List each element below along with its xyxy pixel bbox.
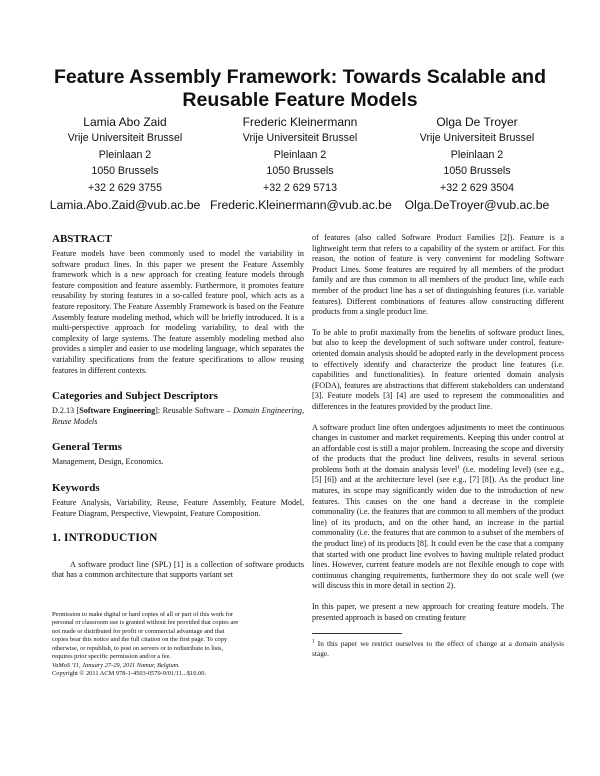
permission-line: Permission to make digital or hard copies of all or part of this work for (52, 610, 234, 618)
keywords-heading: Keywords (52, 481, 100, 494)
conference-line: VaMoS '11, January 27-29, 2011 Namur, Belgium. (52, 661, 180, 669)
author-street: Pleinlaan 2 (450, 148, 504, 161)
paragraph-part: A software product line often undergoes adjustments to meet the continuous changes in customer and market requirements. Keeping this under control at an affordable cost is still a major problem. Increasing the scope and diversity of the products that the product line delivers, results in several serious problems both at the domain analysis level (312, 422, 564, 474)
author-phone: +32 2 629 3755 (88, 181, 162, 194)
author-email[interactable]: Lamia.Abo.Zaid@vub.ac.be (49, 198, 201, 212)
permission-line: copies bear this notice and the full citation on the first page. To copy (52, 636, 228, 644)
permission-line: not made or distributed for profit or commercial advantage and that (52, 627, 225, 635)
categories-bold: Software Engineering (79, 406, 156, 416)
body-paragraph (312, 423, 564, 593)
author-phone: +32 2 629 3504 (440, 181, 514, 194)
footnote-ref[interactable]: 1 (457, 464, 460, 471)
body-paragraph: In this paper, we present a new approach for creating feature models. The presented approach is based on creating feature (312, 602, 564, 622)
author-affiliation: Vrije Universiteit Brussel (242, 132, 358, 144)
footnote-marker: 1 (312, 638, 315, 645)
categories-mid: ]: Reusable Software – (155, 406, 234, 416)
left-column (52, 233, 304, 679)
categories-heading: Categories and Subject Descriptors (52, 390, 218, 403)
footnote-divider (312, 633, 402, 634)
author-city: 1050 Brussels (266, 165, 334, 177)
introduction-paragraph: A software product line (SPL) [1] is a collection of software products that has a common architecture that supports variant set (52, 559, 304, 580)
body-paragraph: To be able to profit maximally from the benefits of software product lines, but also to keep the development of such software under control, feature-oriented domain analysis should be adopted early in the development process to effectively identify and characterize the product line features (i.e. capabilities and functionalities). In feature oriented domain analysis (FODA), features are abstractions that different stakeholders can understand [3]. Feature models [3] [4] are used to represent the commonalities and differences in the features provided by the product line. (312, 327, 564, 411)
categories-text (52, 406, 304, 427)
right-column (312, 233, 564, 658)
author-block-3 (392, 115, 562, 214)
author-phone: +32 2 629 5713 (263, 181, 337, 194)
abstract-text: Feature models have been commonly used to model the variability in software product lines. In this paper we present the Feature Assembly framework which is a new approach for creating feature models through feature composition and feature assembly. Furthermore, it promotes feature reusability by storing features in a so-called feature pool, which acts as a feature repository. The Feature Assembly Framework is based on the Feature Assembly feature modeling method, which will be briefly introduced. It is a multi-perspective approach for modeling variability, to deal with the complexity of large systems. The feature assembly modeling method also provides a simpler and easier to use modeling language, which separates the variability specifications from the feature specifications to allow reusing features in different contexts. (52, 249, 304, 375)
introduction-heading: 1. INTRODUCTION (52, 532, 158, 545)
copyright-line: Copyright © 2011 ACM 978-1-4503-0570-9/01/11...$10.00. (52, 670, 207, 678)
permission-notice (52, 611, 304, 679)
footnote-text: In this paper we restrict ourselves to the effect of change at a domain analysis stage. (312, 639, 564, 658)
author-name: Frederic Kleinermann (242, 115, 358, 129)
categories-code: D.2.13 [ (52, 406, 80, 416)
permission-line: otherwise, or republish, to post on servers or to redistribute to lists, (52, 644, 224, 652)
paper-title: Feature Assembly Framework: Towards Scalable and Reusable Feature Models (53, 66, 546, 111)
general-terms-text: Management, Design, Economics. (52, 457, 164, 467)
body-paragraph: of features (also called Software Product Families [2]). Feature is a lightweight term that refers to a capability of the system or artifact. For this reason, the notion of feature is very convenient for modeling Software Product Lines. Some features are required by all members of the product family and are thus common to all members of the product line, while each member of the product line has a set of distinguishing features (i.e. variable features). Different combinations of features allow constructing different products from a single product line. (312, 233, 564, 317)
keywords-text: Feature Analysis, Variability, Reuse, Feature Assembly, Feature Model, Feature Diagram, Perspective, Viewpoint, Feature Composition. (52, 497, 304, 518)
categories-italic: Domain Engineering, Reuse Models (52, 406, 304, 426)
author-email[interactable]: Frederic.Kleinermann@vub.ac.be (210, 198, 392, 212)
author-city: 1050 Brussels (91, 165, 159, 177)
author-street: Pleinlaan 2 (98, 148, 152, 161)
author-affiliation: Vrije Universiteit Brussel (419, 132, 535, 144)
permission-line: personal or classroom use is granted without fee provided that copies are (52, 619, 239, 627)
author-affiliation: Vrije Universiteit Brussel (67, 132, 183, 144)
author-block-2 (210, 115, 390, 214)
general-terms-heading: General Terms (52, 441, 122, 454)
author-block-1 (40, 115, 210, 214)
footnote (312, 639, 564, 658)
permission-line: requires prior specific permission and/or a fee. (52, 653, 172, 661)
author-name: Lamia Abo Zaid (83, 115, 167, 129)
author-name: Olga De Troyer (436, 115, 518, 129)
paragraph-part: (i.e. modeling level) (see e.g., [5] [6]) and at the architecture level (see e.g., [7] [8]). As the product line matures, its scope may significantly widen due to the introduction of new features. This causes on the one hand a decrease in the complete commonality (i.e. the features that are common to all members of the product line) of its products, and on the other hand, an increase in the partial commonality (i.e. the features that are common to a subset of the members of the product line) of its products [8]. It could even be the case that a company that started with one product line evolves to having multiple related product lines. However, current feature models are not flexible enough to cope with continuous changing requirements, furthermore they do not scale well (we will discuss this in more detail in section 2). (312, 464, 564, 591)
author-email[interactable]: Olga.DeTroyer@vub.ac.be (404, 198, 550, 212)
author-street: Pleinlaan 2 (273, 148, 327, 161)
abstract-heading: ABSTRACT (52, 233, 112, 245)
author-city: 1050 Brussels (443, 165, 511, 177)
